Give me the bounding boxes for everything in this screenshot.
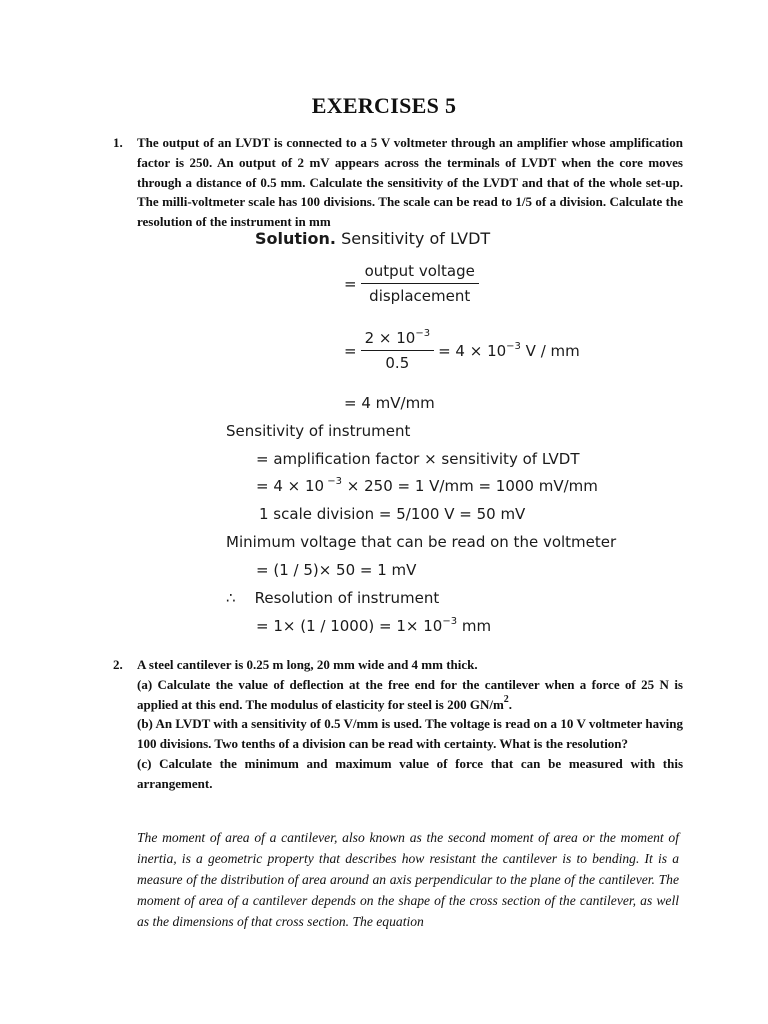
question-1-text: The output of an LVDT is connected to a 5 V voltmeter through an amplifier whose amplification factor is 250. An output of 2 mV appears across the terminals of LVDT when the core moves through a distance of 0.5 mm. Calculate the sensitivity of the LVDT and that of the whole set-up. The milli-voltmeter scale has 100 divisions. The scale can be read to 1/5 of a division. Calculate the resolution of the instrument in mm: [137, 135, 683, 230]
solution-line: = $1\times (1 / 1000) = 1\times 10^{-3}$ mm: [256, 616, 492, 635]
explanation-paragraph: The moment of area of a cantilever, also known as the second moment of area or the moment of inertia, is a geometric property that describes how resistant the cantilever is to bending. It is a measure of the distribution of area around an axis perpendicular to the plane of the cantilever. The moment of area of a cantilever depends on the shape of the cross section of the cantilever, as well as the dimensions of that cross section. The equation: [137, 830, 679, 929]
fraction-denominator: 0.5: [385, 354, 410, 372]
question-2-part-c: (c) Calculate the minimum and maximum value of force that can be measured with this arrangement.: [137, 755, 683, 791]
solution-line: = 4 × 10 $^{-3}$ × 250 = 1 V/mm = 1000 mV/mm: [256, 476, 598, 495]
fraction-numerator: output voltage: [361, 262, 479, 284]
equation-sensitivity-value: [344, 329, 580, 372]
equals-sign: =: [344, 341, 357, 360]
solution-line: Minimum voltage that can be read on the voltmeter: [226, 533, 617, 551]
fraction-denominator: displacement: [369, 287, 471, 305]
solution-line: ∴ Resolution of instrument: [226, 589, 440, 607]
solution-heading: [255, 229, 490, 248]
solution-line: = amplification factor × sensitivity of LVDT: [256, 450, 580, 468]
equation-rhs: = $4 \times 10^{-3}$ V / mm: [438, 340, 580, 360]
solution-line: 1 scale division = 5/100 V = 50 mV: [259, 505, 526, 523]
question-2-intro: A steel cantilever is 0.25 m long, 20 mm wide and 4 mm thick.: [137, 657, 478, 672]
question-2-part-a: (a) Calculate the value of deflection at the free end for the cantilever when a force of 25 N is applied at this end. The modulus of elasticity for steel is 200 $GN/m^2$.: [137, 676, 683, 712]
equals-sign: =: [344, 274, 357, 293]
question-1: [113, 133, 683, 232]
page-title: EXERCISES 5: [311, 93, 457, 118]
solution-label: Solution.: [255, 229, 336, 248]
solution-heading-text: Sensitivity of LVDT: [335, 229, 491, 248]
equation-sensitivity-result: = 4 mV/mm: [344, 394, 435, 412]
question-2: [113, 655, 683, 794]
solution-line: = (1 / 5)× 50 = 1 mV: [256, 561, 417, 579]
therefore-symbol: ∴: [226, 589, 236, 607]
solution-line: Sensitivity of instrument: [226, 422, 411, 440]
question-2-number: 2.: [113, 657, 123, 672]
fraction-numerator: $2 \times 10^{-3}$: [361, 329, 435, 351]
question-2-part-b: (b) An LVDT with a sensitivity of 0.5 V/mm is used. The voltage is read on a 10 V voltmeter having 100 divisions. Two tenths of a division can be read with certainty. What is the resolution?: [137, 716, 683, 752]
equation-sensitivity-definition: [344, 262, 479, 305]
question-1-number: 1.: [113, 135, 123, 150]
